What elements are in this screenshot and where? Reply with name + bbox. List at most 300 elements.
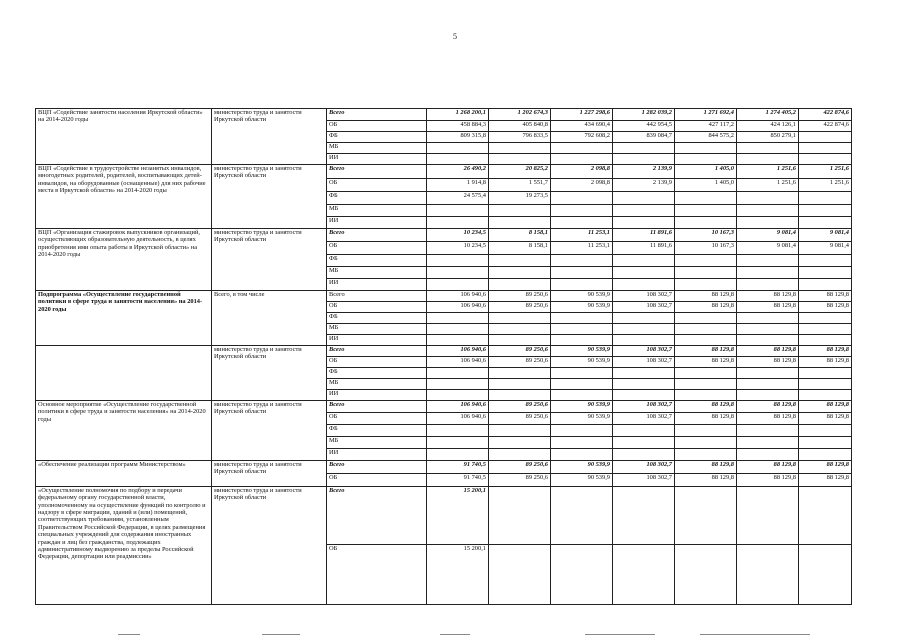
funding-value-cell <box>675 368 737 379</box>
funding-value-cell <box>427 267 489 279</box>
funding-value-cell: 88 129,8 <box>799 302 852 313</box>
funding-value-cell <box>737 437 799 449</box>
funding-value-cell <box>489 255 551 267</box>
funding-value-cell <box>489 545 551 605</box>
funding-value-cell <box>489 390 551 401</box>
table-row <box>36 165 852 179</box>
funding-value-cell <box>675 255 737 267</box>
funding-value-cell: 88 129,8 <box>737 461 799 474</box>
funding-value-cell: 91 740,5 <box>427 461 489 474</box>
funding-value-cell: 108 302,7 <box>613 357 675 368</box>
funding-value-cell <box>551 324 613 335</box>
funding-value-cell: 15 200,1 <box>427 487 489 545</box>
funding-value-cell: 844 575,2 <box>675 132 737 143</box>
funding-value-cell <box>551 192 613 205</box>
funding-value-cell: 442 954,5 <box>613 121 675 132</box>
funding-source-label: ОБ <box>327 357 427 368</box>
funding-value-cell: 90 539,9 <box>551 302 613 313</box>
funding-value-cell <box>799 132 852 143</box>
funding-value-cell: 1 405,0 <box>675 165 737 179</box>
funding-value-cell: 1 251,6 <box>799 179 852 192</box>
funding-value-cell <box>613 192 675 205</box>
funding-value-cell <box>489 313 551 324</box>
funding-source-label: ФБ <box>327 368 427 379</box>
funding-value-cell <box>799 267 852 279</box>
funding-value-cell <box>489 217 551 229</box>
funding-value-cell: 839 084,7 <box>613 132 675 143</box>
table-row <box>36 291 852 302</box>
funding-value-cell <box>613 205 675 217</box>
funding-source-label: ФБ <box>327 425 427 437</box>
table-row <box>36 229 852 242</box>
funding-value-cell <box>737 267 799 279</box>
funding-value-cell <box>675 217 737 229</box>
funding-value-cell: 809 315,8 <box>427 132 489 143</box>
executor-cell: министерство труда и занятости Иркутской области <box>212 109 327 165</box>
funding-value-cell: 9 081,4 <box>737 229 799 242</box>
funding-source-label: Всего <box>327 487 427 545</box>
funding-value-cell <box>737 192 799 205</box>
funding-value-cell: 90 539,9 <box>551 401 613 413</box>
funding-value-cell: 850 279,1 <box>737 132 799 143</box>
funding-value-cell: 106 940,6 <box>427 357 489 368</box>
funding-value-cell <box>489 143 551 154</box>
funding-value-cell <box>551 335 613 346</box>
funding-value-cell: 2 139,9 <box>613 179 675 192</box>
funding-source-label: ОБ <box>327 302 427 313</box>
funding-value-cell <box>675 545 737 605</box>
funding-value-cell <box>489 487 551 545</box>
funding-value-cell: 106 940,6 <box>427 346 489 357</box>
funding-value-cell: 2 098,8 <box>551 165 613 179</box>
funding-value-cell <box>489 267 551 279</box>
funding-value-cell <box>551 368 613 379</box>
funding-value-cell <box>613 335 675 346</box>
funding-source-label: ОБ <box>327 121 427 132</box>
funding-value-cell: 9 081,4 <box>799 242 852 255</box>
funding-value-cell <box>737 313 799 324</box>
funding-value-cell: 88 129,8 <box>675 302 737 313</box>
funding-source-label: Всего <box>327 461 427 474</box>
funding-value-cell: 11 253,1 <box>551 229 613 242</box>
funding-value-cell: 1 271 692,4 <box>675 109 737 121</box>
funding-value-cell <box>613 545 675 605</box>
funding-value-cell: 88 129,8 <box>799 401 852 413</box>
executor-cell: Всего, в том числе <box>212 291 327 346</box>
program-name-cell: ВЦП «Содействие занятости населения Иркутской области» на 2014-2020 годы <box>36 109 212 165</box>
funding-value-cell <box>489 279 551 291</box>
funding-value-cell: 108 302,7 <box>613 346 675 357</box>
funding-value-cell <box>489 437 551 449</box>
funding-value-cell <box>551 437 613 449</box>
funding-value-cell <box>489 335 551 346</box>
funding-value-cell <box>427 313 489 324</box>
executor-cell: министерство труда и занятости Иркутской области <box>212 461 327 487</box>
funding-value-cell: 106 940,6 <box>427 302 489 313</box>
funding-value-cell <box>737 390 799 401</box>
funding-value-cell: 1 268 200,1 <box>427 109 489 121</box>
funding-value-cell <box>489 379 551 390</box>
funding-value-cell <box>551 425 613 437</box>
funding-value-cell: 427 117,2 <box>675 121 737 132</box>
funding-value-cell: 19 273,5 <box>489 192 551 205</box>
funding-value-cell <box>551 545 613 605</box>
funding-value-cell: 88 129,8 <box>737 474 799 487</box>
table-row <box>36 346 852 357</box>
funding-value-cell: 24 575,4 <box>427 192 489 205</box>
funding-value-cell: 422 874,6 <box>799 109 852 121</box>
funding-value-cell <box>675 437 737 449</box>
funding-value-cell <box>675 313 737 324</box>
funding-value-cell <box>799 143 852 154</box>
funding-value-cell <box>551 143 613 154</box>
funding-value-cell <box>613 143 675 154</box>
funding-value-cell <box>799 390 852 401</box>
funding-value-cell: 90 539,9 <box>551 461 613 474</box>
funding-source-label: Всего <box>327 401 427 413</box>
funding-value-cell: 88 129,8 <box>799 461 852 474</box>
funding-source-label: ФБ <box>327 132 427 143</box>
funding-source-label: МБ <box>327 379 427 390</box>
funding-value-cell <box>799 313 852 324</box>
program-name-cell <box>36 346 212 401</box>
program-name-cell: Основное мероприятие «Осуществление государственной политики в сфере труда и занятости населения» на 2014-2020 годы <box>36 401 212 461</box>
funding-value-cell <box>737 324 799 335</box>
funding-value-cell: 10 234,5 <box>427 229 489 242</box>
funding-source-label: Всего <box>327 291 427 302</box>
funding-value-cell <box>427 324 489 335</box>
funding-value-cell <box>551 449 613 461</box>
funding-value-cell <box>613 324 675 335</box>
funding-value-cell <box>675 143 737 154</box>
funding-value-cell <box>613 437 675 449</box>
funding-value-cell <box>427 143 489 154</box>
funding-value-cell: 89 250,6 <box>489 346 551 357</box>
funding-value-cell: 88 129,8 <box>737 291 799 302</box>
funding-value-cell: 405 840,8 <box>489 121 551 132</box>
funding-value-cell: 88 129,8 <box>799 474 852 487</box>
funding-value-cell: 1 282 039,2 <box>613 109 675 121</box>
funding-source-label: Всего <box>327 229 427 242</box>
table-row <box>36 109 852 121</box>
funding-source-label: Всего <box>327 165 427 179</box>
funding-value-cell: 792 608,2 <box>551 132 613 143</box>
funding-value-cell: 422 874,6 <box>799 121 852 132</box>
table-row <box>36 461 852 474</box>
funding-value-cell <box>799 205 852 217</box>
funding-value-cell: 108 302,7 <box>613 291 675 302</box>
funding-value-cell: 108 302,7 <box>613 474 675 487</box>
funding-value-cell: 88 129,8 <box>799 346 852 357</box>
funding-value-cell: 1 251,6 <box>799 165 852 179</box>
funding-value-cell <box>799 379 852 390</box>
funding-value-cell <box>613 267 675 279</box>
funding-value-cell: 88 129,8 <box>675 346 737 357</box>
funding-value-cell <box>551 279 613 291</box>
funding-value-cell <box>613 379 675 390</box>
funding-value-cell <box>427 217 489 229</box>
funding-source-label: ФБ <box>327 255 427 267</box>
funding-value-cell: 1 251,6 <box>737 179 799 192</box>
funding-value-cell <box>613 154 675 165</box>
funding-value-cell: 91 740,5 <box>427 474 489 487</box>
funding-value-cell: 424 126,1 <box>737 121 799 132</box>
funding-source-label: ИИ <box>327 154 427 165</box>
funding-value-cell <box>675 390 737 401</box>
funding-value-cell <box>675 449 737 461</box>
funding-value-cell: 1 551,7 <box>489 179 551 192</box>
funding-value-cell: 88 129,8 <box>799 291 852 302</box>
executor-cell: министерство труда и занятости Иркутской области <box>212 401 327 461</box>
funding-value-cell: 90 539,9 <box>551 413 613 425</box>
funding-value-cell <box>737 379 799 390</box>
funding-value-cell: 26 490,2 <box>427 165 489 179</box>
funding-value-cell: 1 914,8 <box>427 179 489 192</box>
funding-value-cell <box>675 324 737 335</box>
funding-value-cell: 11 253,1 <box>551 242 613 255</box>
funding-value-cell <box>427 368 489 379</box>
funding-value-cell: 88 129,8 <box>675 413 737 425</box>
funding-value-cell: 15 200,1 <box>427 545 489 605</box>
funding-value-cell: 108 302,7 <box>613 302 675 313</box>
funding-value-cell <box>427 154 489 165</box>
funding-value-cell <box>799 324 852 335</box>
funding-source-label: ИИ <box>327 390 427 401</box>
funding-value-cell <box>613 279 675 291</box>
program-name-cell: ВЦП «Организация стажировок выпускников организаций, осуществляющих образовательную деятельность, в целях приобретения ими опыта работы в Иркутской области» на 2014-2020 годы <box>36 229 212 291</box>
funding-value-cell: 89 250,6 <box>489 413 551 425</box>
funding-value-cell <box>427 205 489 217</box>
funding-value-cell <box>427 255 489 267</box>
funding-value-cell <box>799 449 852 461</box>
funding-value-cell <box>427 335 489 346</box>
funding-value-cell: 1 405,0 <box>675 179 737 192</box>
funding-value-cell <box>675 425 737 437</box>
program-name-cell: ВЦП «Содействие в трудоустройстве незанятых инвалидов, многодетных родителей, родителей, воспитывающих детей-инвалидов, на оборудованные (оснащенные) для них рабочие места в Иркутской области» на 2014-2020 годы <box>36 165 212 229</box>
funding-value-cell: 89 250,6 <box>489 357 551 368</box>
executor-cell: министерство труда и занятости Иркутской области <box>212 346 327 401</box>
funding-value-cell <box>799 487 852 545</box>
funding-value-cell: 2 098,8 <box>551 179 613 192</box>
funding-value-cell <box>799 192 852 205</box>
funding-value-cell: 108 302,7 <box>613 401 675 413</box>
funding-source-label: ОБ <box>327 179 427 192</box>
program-name-cell: Подпрограмма «Осуществление государственной политики в сфере труда и занятости населения» на 2014-2020 годы <box>36 291 212 346</box>
funding-value-cell: 88 129,8 <box>675 461 737 474</box>
funding-value-cell: 89 250,6 <box>489 474 551 487</box>
funding-value-cell <box>489 324 551 335</box>
funding-source-label: ОБ <box>327 413 427 425</box>
funding-source-label: ИИ <box>327 279 427 291</box>
funding-value-cell <box>613 425 675 437</box>
funding-value-cell <box>551 487 613 545</box>
budget-table <box>35 108 852 605</box>
funding-value-cell: 106 940,6 <box>427 401 489 413</box>
funding-value-cell <box>737 335 799 346</box>
funding-source-label: ОБ <box>327 242 427 255</box>
funding-value-cell: 88 129,8 <box>737 346 799 357</box>
funding-value-cell: 88 129,8 <box>737 413 799 425</box>
funding-value-cell: 88 129,8 <box>675 291 737 302</box>
funding-source-label: МБ <box>327 205 427 217</box>
funding-value-cell: 20 825,2 <box>489 165 551 179</box>
funding-value-cell: 90 539,9 <box>551 346 613 357</box>
funding-value-cell <box>551 205 613 217</box>
funding-source-label: МБ <box>327 143 427 154</box>
table-row <box>36 487 852 545</box>
funding-value-cell <box>737 487 799 545</box>
funding-value-cell <box>799 425 852 437</box>
funding-value-cell <box>675 335 737 346</box>
funding-value-cell: 90 539,9 <box>551 291 613 302</box>
funding-value-cell: 106 940,6 <box>427 291 489 302</box>
funding-value-cell: 434 690,4 <box>551 121 613 132</box>
funding-value-cell <box>737 368 799 379</box>
funding-value-cell <box>551 379 613 390</box>
funding-value-cell: 10 234,5 <box>427 242 489 255</box>
funding-value-cell <box>489 205 551 217</box>
funding-value-cell <box>427 437 489 449</box>
funding-value-cell <box>737 255 799 267</box>
scan-footer-marks <box>0 632 905 638</box>
funding-value-cell <box>427 279 489 291</box>
funding-value-cell <box>427 390 489 401</box>
funding-value-cell <box>551 313 613 324</box>
funding-value-cell <box>427 425 489 437</box>
executor-cell: министерство труда и занятости Иркутской области <box>212 165 327 229</box>
funding-value-cell <box>799 279 852 291</box>
funding-value-cell: 1 202 674,3 <box>489 109 551 121</box>
funding-value-cell <box>489 425 551 437</box>
funding-value-cell: 11 891,6 <box>613 229 675 242</box>
funding-value-cell <box>551 390 613 401</box>
funding-value-cell <box>675 379 737 390</box>
funding-value-cell <box>489 449 551 461</box>
funding-value-cell: 108 302,7 <box>613 413 675 425</box>
funding-value-cell: 88 129,8 <box>737 357 799 368</box>
funding-value-cell: 89 250,6 <box>489 401 551 413</box>
funding-value-cell <box>799 545 852 605</box>
funding-value-cell <box>737 279 799 291</box>
funding-value-cell <box>613 390 675 401</box>
page-number: 5 <box>453 32 457 41</box>
funding-source-label: ИИ <box>327 217 427 229</box>
funding-value-cell: 8 158,1 <box>489 229 551 242</box>
funding-value-cell <box>737 425 799 437</box>
funding-value-cell: 1 251,6 <box>737 165 799 179</box>
funding-source-label: ОБ <box>327 545 427 605</box>
funding-value-cell <box>551 267 613 279</box>
funding-source-label: ФБ <box>327 192 427 205</box>
funding-value-cell: 89 250,6 <box>489 291 551 302</box>
funding-value-cell: 11 891,6 <box>613 242 675 255</box>
funding-value-cell <box>427 379 489 390</box>
funding-value-cell: 88 129,8 <box>737 401 799 413</box>
funding-value-cell: 90 539,9 <box>551 357 613 368</box>
executor-cell: министерство труда и занятости Иркутской области <box>212 487 327 605</box>
funding-value-cell: 796 833,5 <box>489 132 551 143</box>
funding-value-cell <box>613 487 675 545</box>
funding-value-cell <box>737 545 799 605</box>
funding-value-cell <box>799 217 852 229</box>
funding-value-cell <box>799 154 852 165</box>
funding-value-cell: 88 129,8 <box>799 357 852 368</box>
funding-value-cell <box>613 368 675 379</box>
funding-value-cell: 8 158,1 <box>489 242 551 255</box>
funding-value-cell: 88 129,8 <box>799 413 852 425</box>
funding-value-cell: 1 227 298,6 <box>551 109 613 121</box>
funding-value-cell <box>613 255 675 267</box>
funding-source-label: МБ <box>327 324 427 335</box>
funding-value-cell: 9 081,4 <box>799 229 852 242</box>
funding-value-cell: 88 129,8 <box>675 474 737 487</box>
funding-value-cell <box>427 449 489 461</box>
funding-value-cell: 89 250,6 <box>489 461 551 474</box>
funding-source-label: ИИ <box>327 449 427 461</box>
funding-value-cell: 89 250,6 <box>489 302 551 313</box>
funding-value-cell <box>551 154 613 165</box>
funding-value-cell: 88 129,8 <box>737 302 799 313</box>
funding-value-cell <box>675 154 737 165</box>
funding-value-cell: 88 129,8 <box>675 357 737 368</box>
funding-value-cell <box>675 267 737 279</box>
program-name-cell: «Обеспечение реализации программ Министерством» <box>36 461 212 487</box>
funding-value-cell <box>551 255 613 267</box>
funding-value-cell <box>737 143 799 154</box>
funding-value-cell <box>675 205 737 217</box>
funding-value-cell <box>799 437 852 449</box>
funding-value-cell <box>613 217 675 229</box>
funding-value-cell: 9 081,4 <box>737 242 799 255</box>
funding-value-cell <box>799 368 852 379</box>
funding-value-cell <box>737 449 799 461</box>
funding-value-cell <box>675 279 737 291</box>
funding-value-cell: 90 539,9 <box>551 474 613 487</box>
funding-value-cell <box>675 192 737 205</box>
funding-source-label: ФБ <box>327 313 427 324</box>
funding-value-cell: 458 884,3 <box>427 121 489 132</box>
funding-value-cell <box>613 449 675 461</box>
funding-value-cell: 106 940,6 <box>427 413 489 425</box>
funding-source-label: МБ <box>327 437 427 449</box>
funding-source-label: Всего <box>327 109 427 121</box>
funding-value-cell: 10 167,3 <box>675 229 737 242</box>
funding-source-label: ОБ <box>327 474 427 487</box>
executor-cell: министерство труда и занятости Иркутской области <box>212 229 327 291</box>
funding-value-cell <box>551 217 613 229</box>
funding-value-cell <box>799 255 852 267</box>
funding-value-cell <box>489 368 551 379</box>
funding-value-cell <box>489 154 551 165</box>
funding-value-cell: 1 274 405,2 <box>737 109 799 121</box>
funding-value-cell <box>613 313 675 324</box>
funding-source-label: ИИ <box>327 335 427 346</box>
program-name-cell: «Осуществление полномочия по подбору и передачи федеральному органу государственной власти, уполномоченному на осуществление функций по контролю и надзору в сфере миграции, зданий и (или) помещений, соответствующих требованиям, установленным Правительством Российской Федерации, в целях размещения специальных учреждений для содержания иностранных граждан и лиц без гражданства, подлежащих административному выдворению за пределы Российской Федерации, депортации или реадмиссии» <box>36 487 212 605</box>
budget-table-body <box>36 109 852 605</box>
table-row <box>36 401 852 413</box>
funding-value-cell <box>675 487 737 545</box>
funding-value-cell: 88 129,8 <box>675 401 737 413</box>
funding-value-cell: 108 302,7 <box>613 461 675 474</box>
funding-source-label: МБ <box>327 267 427 279</box>
funding-value-cell: 2 139,9 <box>613 165 675 179</box>
funding-value-cell <box>737 217 799 229</box>
funding-value-cell: 10 167,3 <box>675 242 737 255</box>
funding-value-cell <box>737 205 799 217</box>
funding-value-cell <box>799 335 852 346</box>
funding-source-label: Всего <box>327 346 427 357</box>
funding-value-cell <box>737 154 799 165</box>
